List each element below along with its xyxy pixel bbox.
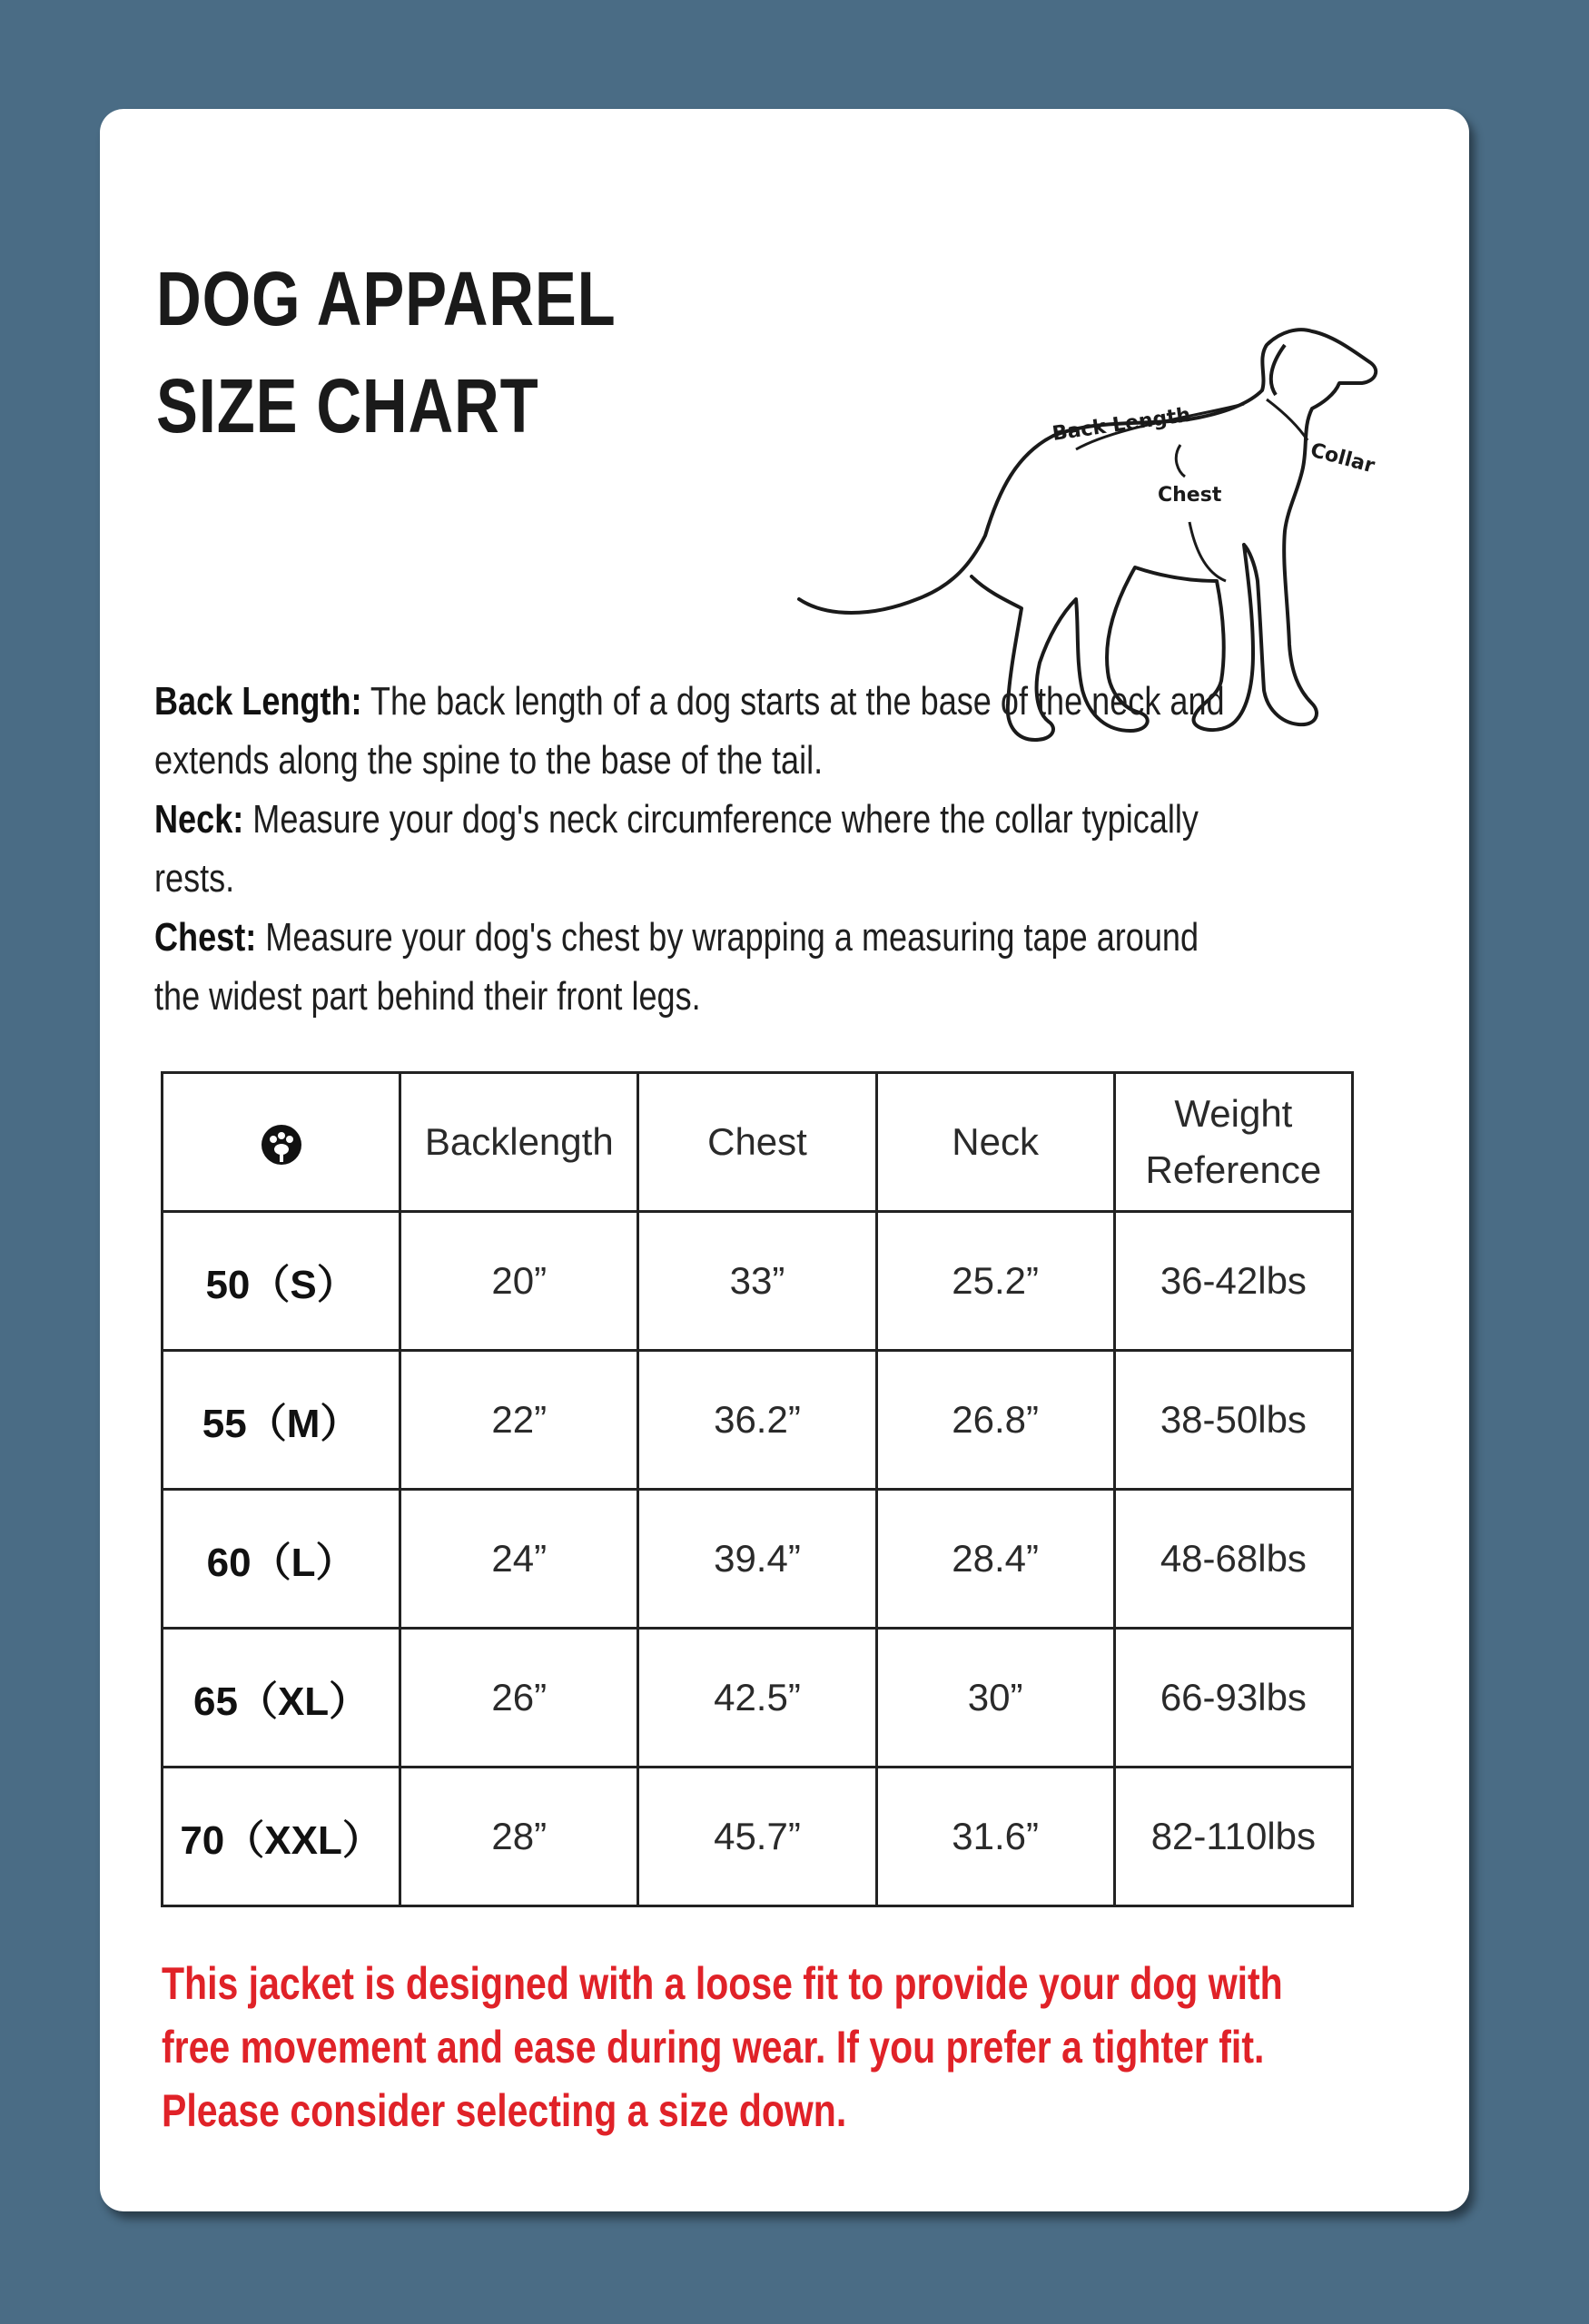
chest-arrow-down — [1189, 522, 1226, 581]
table-header-row — [163, 1073, 1353, 1212]
weight-cell: 82-110lbs — [1114, 1768, 1352, 1906]
size-cell: 55（M） — [163, 1351, 400, 1490]
size-cell: 50（S） — [163, 1212, 400, 1351]
table-row — [163, 1490, 1353, 1629]
backlength-cell: 26” — [400, 1629, 638, 1768]
neck-cell: 28.4” — [876, 1490, 1114, 1629]
chest-arrow-up — [1176, 445, 1185, 477]
header-icon-cell — [163, 1073, 400, 1212]
chest-cell: 36.2” — [638, 1351, 876, 1490]
table-row — [163, 1351, 1353, 1490]
weight-cell: 36-42lbs — [1114, 1212, 1352, 1351]
size-chart-card — [100, 109, 1469, 2211]
table-row — [163, 1212, 1353, 1351]
fit-note: This jacket is designed with a loose fit to provide your dog with free movement and ease during wear. If you prefer a tighter fit. Please consider selecting a size down. — [162, 1958, 1283, 2136]
table-row — [163, 1629, 1353, 1768]
weight-cell: 66-93lbs — [1114, 1629, 1352, 1768]
page-title — [156, 245, 617, 459]
neck-cell: 30” — [876, 1629, 1114, 1768]
dog-ear — [1271, 345, 1285, 395]
size-cell: 60（L） — [163, 1490, 400, 1629]
title-line-1: DOG APPAREL — [156, 256, 617, 341]
chest-cell: 33” — [638, 1212, 876, 1351]
paw-logo-icon — [260, 1123, 303, 1167]
table-row — [163, 1768, 1353, 1906]
size-table — [161, 1071, 1354, 1907]
desc-back-length: Back Length: The back length of a dog starts at the base of the neck and extends along the spine to the base of the tail. — [154, 679, 1225, 783]
desc-chest: Chest: Measure your dog's chest by wrapping a measuring tape around the widest part behind their front legs. — [154, 915, 1199, 1019]
neck-cell: 31.6” — [876, 1768, 1114, 1906]
backlength-cell: 28” — [400, 1768, 638, 1906]
back-length-label: Back Length — [1051, 403, 1192, 446]
collar-loop — [1267, 399, 1308, 440]
header-weight-reference: Weight Reference — [1114, 1073, 1352, 1212]
weight-cell: 48-68lbs — [1114, 1490, 1352, 1629]
chest-cell: 45.7” — [638, 1768, 876, 1906]
header-chest: Chest — [638, 1073, 876, 1212]
desc-neck: Neck: Measure your dog's neck circumference where the collar typically rests. — [154, 797, 1199, 901]
chest-cell: 42.5” — [638, 1629, 876, 1768]
header-neck: Neck — [876, 1073, 1114, 1212]
size-cell: 70（XXL） — [163, 1768, 400, 1906]
header-backlength: Backlength — [400, 1073, 638, 1212]
chest-cell: 39.4” — [638, 1490, 876, 1629]
title-line-2: SIZE CHART — [156, 363, 539, 448]
backlength-cell: 24” — [400, 1490, 638, 1629]
size-cell: 65（XL） — [163, 1629, 400, 1768]
measurement-descriptions — [154, 672, 1227, 1026]
backlength-cell: 22” — [400, 1351, 638, 1490]
weight-cell: 38-50lbs — [1114, 1351, 1352, 1490]
neck-cell: 26.8” — [876, 1351, 1114, 1490]
backlength-cell: 20” — [400, 1212, 638, 1351]
collar-label: Collar — [1308, 438, 1377, 478]
chest-label: Chest — [1158, 484, 1222, 507]
neck-cell: 25.2” — [876, 1212, 1114, 1351]
